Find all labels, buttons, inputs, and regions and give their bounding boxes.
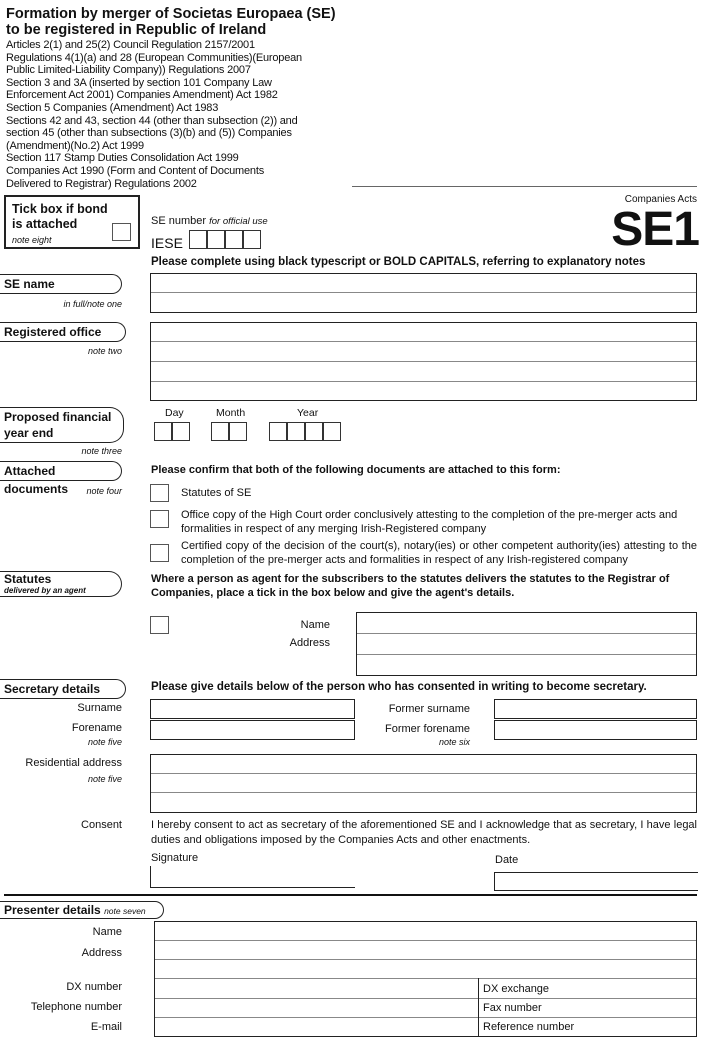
telephone-label: Telephone number: [30, 1001, 122, 1013]
high-court-order-checkbox[interactable]: [150, 510, 169, 528]
reference-line: Section 3 and 3A (inserted by section 101 Company Law: [6, 76, 272, 89]
attached-documents-instruction: Please confirm that both of the following documents are attached to this form:: [151, 464, 561, 476]
column-divider: [478, 978, 479, 1037]
year-digit[interactable]: [269, 422, 287, 441]
high-court-order-item: Office copy of the High Court order conclusively attesting to the completion of the pre-merger acts and formalities in respect of any merging Irish-Registered company: [181, 509, 678, 535]
year-label: Year: [297, 407, 319, 419]
bond-label-line2: is attached: [12, 217, 78, 231]
month-label: Month: [216, 407, 246, 419]
residential-address-label: Residential address: [25, 757, 122, 769]
field-divider: [151, 381, 696, 382]
former-forename-label: Former forename: [385, 723, 470, 735]
year-digit[interactable]: [323, 422, 341, 441]
attached-documents-note: note four: [86, 486, 122, 496]
presenter-name-field[interactable]: [155, 922, 696, 940]
dx-exchange-label: DX exchange: [483, 983, 550, 995]
field-divider: [151, 792, 696, 793]
consent-text: I hereby consent to act as secretary of the aforementioned SE and I acknowledge that as secretary, I have legal duties and obligations imposed by the Companies Acts and other enactments.: [151, 819, 697, 846]
residential-address-field[interactable]: [150, 754, 697, 813]
registered-office-tab: Registered office: [0, 322, 126, 342]
statutes-agent-tab: Statutes delivered by an agent: [0, 571, 122, 597]
day-digit[interactable]: [172, 422, 190, 441]
presenter-note: note seven: [104, 906, 146, 916]
dx-number-field[interactable]: [155, 979, 477, 998]
former-surname-field[interactable]: [494, 699, 697, 719]
agent-details-field[interactable]: [356, 612, 697, 676]
field-divider: [151, 292, 696, 293]
registered-office-note: note two: [87, 346, 122, 356]
fax-label: Fax number: [483, 1002, 542, 1014]
completion-instruction: Please complete using black typescript or BOLD CAPITALS, referring to explanatory notes: [151, 256, 646, 268]
forename-label: Forename: [71, 722, 122, 734]
reference-line: Sections 42 and 43, section 44 (other than subsection (2)) and: [6, 114, 298, 127]
agent-checkbox[interactable]: [150, 616, 169, 634]
se-name-field[interactable]: [150, 273, 697, 313]
presenter-address-label: Address: [81, 947, 122, 959]
se-number-digit[interactable]: [225, 230, 243, 249]
reference-line: Section 117 Stamp Duties Consolidation Act 1999: [6, 152, 239, 165]
se-number-prefix: IESE: [151, 235, 183, 251]
field-divider: [357, 654, 696, 655]
reference-line: Enforcement Act 2001) Companies Amendment) Act 1982: [6, 89, 278, 102]
field-divider: [357, 633, 696, 634]
secretary-instruction: Please give details below of the person who has consented in writing to become secretary.: [151, 681, 647, 693]
financial-year-note: note three: [81, 446, 122, 456]
statutes-agent-instruction: Where a person as agent for the subscribers to the statutes delivers the statutes to the Registrar of Companies, place a tick in the box below and give the agent's details.: [151, 573, 670, 599]
bond-checkbox[interactable]: [112, 223, 131, 241]
se-number-digit[interactable]: [207, 230, 225, 249]
bond-label-line1: Tick box if bond: [12, 202, 108, 216]
former-surname-label: Former surname: [388, 703, 470, 715]
se-number-digit[interactable]: [243, 230, 261, 249]
form-code: SE1: [611, 203, 699, 256]
reference-line: Companies Act 1990 (Form and Content of Documents: [6, 164, 265, 177]
email-label: E-mail: [90, 1021, 122, 1033]
legal-references: [6, 39, 346, 190]
reference-line: (Amendment)(No.2) Act 1999: [6, 139, 144, 152]
date-label: Date: [495, 854, 519, 866]
reference-line: Regulations 4(1)(a) and 28 (European Communities)(European: [6, 51, 302, 64]
telephone-field[interactable]: [155, 999, 477, 1017]
financial-year-tab: Proposed financial year end: [0, 407, 124, 443]
companies-acts-label: Companies Acts: [624, 194, 697, 205]
se-number-official-note: for official use: [209, 216, 268, 227]
surname-field[interactable]: [150, 699, 355, 719]
statutes-item: Statutes of SE: [181, 487, 252, 499]
consent-label: Consent: [81, 819, 122, 831]
month-digit[interactable]: [229, 422, 247, 441]
se-name-tab: SE name: [0, 274, 122, 294]
reference-line: section 45 (other than subsections (3)(b) and (5)) Companies: [6, 127, 292, 140]
field-divider: [151, 341, 696, 342]
se-number-label: SE number for official use: [151, 215, 268, 227]
certified-copy-checkbox[interactable]: [150, 544, 169, 562]
date-field[interactable]: [494, 872, 698, 891]
field-divider: [151, 773, 696, 774]
reference-line: Delivered to Registrar) Regulations 2002: [6, 177, 197, 190]
month-digit[interactable]: [211, 422, 229, 441]
email-field[interactable]: [155, 1018, 477, 1036]
surname-label: Surname: [77, 702, 122, 714]
signature-label: Signature: [151, 852, 199, 864]
se-name-note: in full/note one: [63, 299, 122, 309]
presenter-name-label: Name: [92, 926, 122, 938]
dx-number-label: DX number: [66, 981, 122, 993]
section-divider: [4, 894, 697, 896]
bond-panel: [4, 195, 140, 249]
form-title-line1: Formation by merger of Societas Europaea (SE): [6, 6, 336, 22]
former-forename-field[interactable]: [494, 720, 697, 740]
statutes-checkbox[interactable]: [150, 484, 169, 502]
day-digit[interactable]: [154, 422, 172, 441]
secretary-details-tab: Secretary details: [0, 679, 126, 699]
residential-address-note: note five: [87, 774, 122, 784]
signature-field[interactable]: [150, 866, 355, 888]
reference-line: Articles 2(1) and 25(2) Council Regulation 2157/2001: [6, 39, 255, 51]
forename-field[interactable]: [150, 720, 355, 740]
presenter-details-tab: Presenter details note seven: [0, 901, 164, 919]
reference-line: Public Limited-Liability Company)) Regulations 2007: [6, 64, 251, 77]
agent-name-label: Name: [300, 619, 330, 631]
se-number-digit[interactable]: [189, 230, 207, 249]
bond-note: note eight: [12, 235, 52, 245]
certified-copy-item: Certified copy of the decision of the court(s), notary(ies) or other competent authority(ies) attesting to the completion of the pre-merger acts and formalities in respect of any Irish-registered company: [181, 540, 697, 566]
former-forename-note: note six: [438, 737, 470, 747]
year-digit[interactable]: [287, 422, 305, 441]
presenter-address-field[interactable]: [155, 941, 696, 978]
year-digit[interactable]: [305, 422, 323, 441]
form-title-line2: to be registered in Republic of Ireland: [6, 22, 267, 38]
day-label: Day: [165, 407, 184, 419]
reference-line: Section 5 Companies (Amendment) Act 1983: [6, 101, 219, 114]
field-divider: [151, 361, 696, 362]
attached-documents-tab: Attached documents: [0, 461, 122, 481]
agent-address-label: Address: [289, 637, 330, 649]
forename-note: note five: [87, 737, 122, 747]
reference-number-label: Reference number: [483, 1021, 575, 1033]
statutes-agent-subtitle: delivered by an agent: [4, 586, 86, 595]
header-divider: [352, 186, 697, 187]
